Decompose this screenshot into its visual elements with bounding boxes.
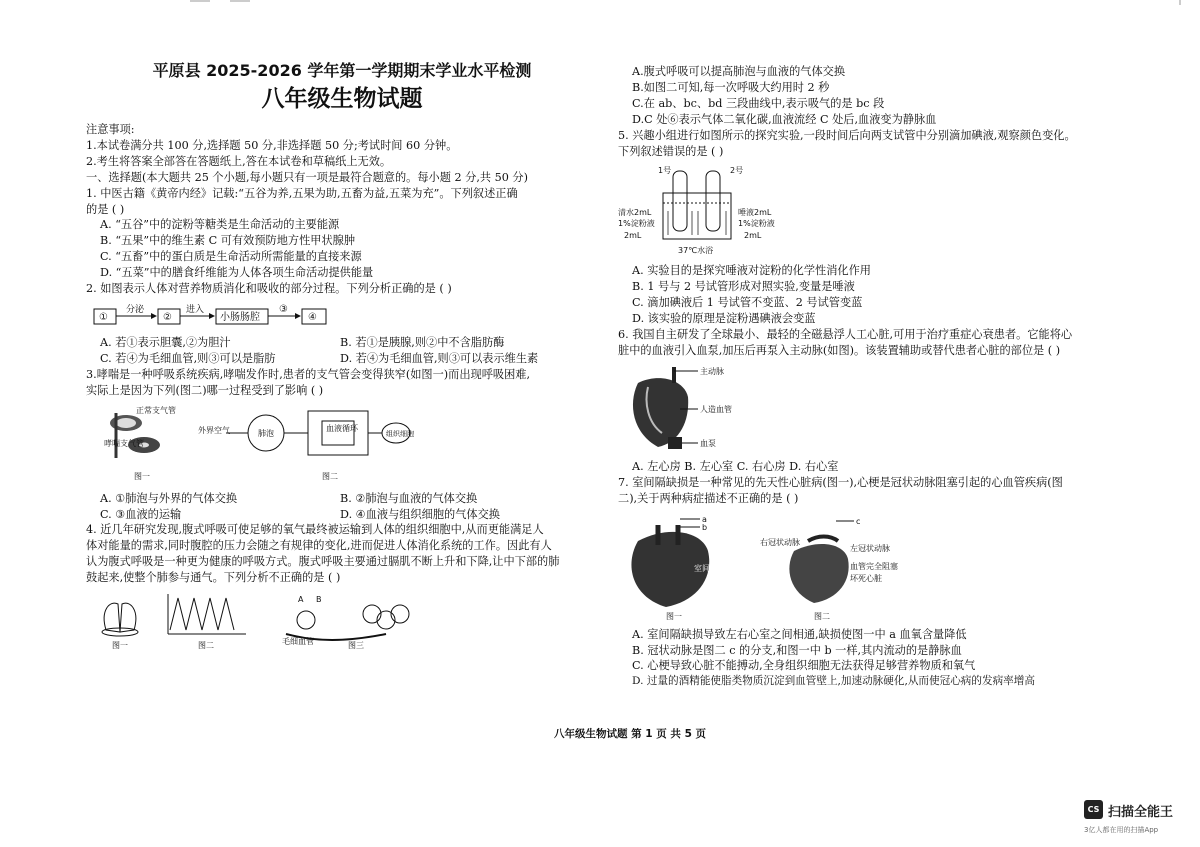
- note-2: 2.考生将答案全部答在答题纸上,答在本试卷和草稿纸上无效。: [86, 154, 392, 168]
- q2-label-3: ③: [279, 303, 288, 315]
- q6-label-graft: 人造血管: [700, 404, 732, 414]
- q5-option-c: C. 滴加碘液后 1 号试管不变蓝、2 号试管变蓝: [632, 296, 863, 310]
- q5-label-left2: 1%淀粉液: [618, 219, 655, 229]
- q3-options-row1: [86, 491, 598, 507]
- q2-options-row2: [86, 351, 598, 367]
- q7-option-c: C. 心梗导致心脏不能搏动,全身组织细胞无法获得足够营养物质和氧气: [632, 659, 976, 673]
- q4-fig2-caption: 图二: [198, 641, 214, 651]
- q6-heart-image: [633, 367, 688, 449]
- q5-label-bath: 37℃水浴: [678, 246, 714, 256]
- q2-label-enter: 进入: [186, 304, 205, 315]
- q5-label-left1: 清水2mL: [618, 208, 652, 218]
- q3-option-a: A. ①肺泡与外界的气体交换: [100, 491, 238, 505]
- q3-label-air: 外界空气: [198, 425, 230, 435]
- q2-option-d: D. 若④为毛细血管,则③可以表示维生素: [340, 351, 539, 365]
- q4-stem-line2: 体对能量的需求,同时腹腔的压力会随之有规律的变化,进而促进人体消化系统的工作。因此有人: [86, 539, 552, 553]
- note-1: 1.本试卷满分共 100 分,选择题 50 分,非选择题 50 分;考试时间 60 分钟。: [86, 138, 458, 152]
- q5-option-b: B. 1 号与 2 号试管形成对照实验,变量是唾液: [632, 280, 855, 294]
- q1-stem-line1: 1. 中医古籍《黄帝内经》记载:“五谷为养,五果为助,五畜为益,五菜为充”。下列叙述正确: [86, 186, 518, 200]
- q1-option-b: B. “五果”中的维生素 C 可有效预防地方性甲状腺肿: [100, 234, 356, 248]
- q3-label-alveoli: 肺泡: [258, 428, 274, 438]
- q3-fig2-caption: 图二: [322, 471, 338, 481]
- q2-node-2: ②: [163, 311, 172, 323]
- q6-label-aorta: 主动脉: [700, 366, 724, 376]
- q6-stem-line2: 脏中的血液引入血泵,加压后再泵入主动脉(如图)。该装置辅助或替代患者心脏的部位是 ( ): [618, 343, 1061, 357]
- q4-option-b: B.如图二可知,每一次呼吸大约用时 2 秒: [632, 80, 830, 94]
- q3-option-c: C. ③血液的运输: [100, 507, 182, 521]
- q4-fig2-curve: [168, 594, 246, 634]
- right-column: [618, 64, 1118, 690]
- q7-label-vsd: 室间隔缺损: [694, 563, 734, 573]
- q2-option-c: C. 若④为毛细血管,则③可以是脂肪: [100, 351, 276, 365]
- q7-label-necrosis: 坏死心脏: [850, 573, 882, 583]
- q4-label-a: A: [298, 595, 304, 605]
- exam-title: 平原县 2025-2026 学年第一学期期末学业水平检测: [152, 61, 532, 80]
- q4-option-a: A.腹式呼吸可以提高肺泡与血液的气体交换: [632, 65, 846, 78]
- q3-option-d: D. ④血液与组织细胞的气体交换: [340, 507, 500, 521]
- q5-label-left3: 2mL: [624, 231, 642, 241]
- q3-label-blood: 血液循环: [326, 423, 358, 433]
- q4-option-d: D.C 处⑥表示气体二氧化碳,血液流经 C 处后,血液变为静脉血: [632, 112, 937, 126]
- q2-stem: 2. 如图表示人体对营养物质消化和吸收的部分过程。下列分析正确的是 ( ): [86, 282, 452, 296]
- q6-stem-line1: 6. 我国自主研发了全球最小、最轻的全磁悬浮人工心脏,可用于治疗重症心衰患者。它能将心: [618, 328, 1073, 342]
- q7-figures: [618, 511, 1118, 623]
- q4-fig3-caption: 图三: [348, 641, 364, 651]
- q3-fig1-caption: 图一: [134, 471, 150, 481]
- q3-label-normal: 正常支气管: [136, 405, 176, 415]
- q5-stem-line2: 下列叙述错误的是 ( ): [618, 144, 724, 158]
- q2-node-4: ④: [308, 311, 317, 323]
- q7-label-b: b: [702, 522, 708, 532]
- q2-options-row1: [86, 335, 598, 351]
- q5-label-tube2: 2号: [730, 166, 744, 176]
- exam-subtitle: 八年级生物试题: [261, 86, 423, 112]
- notes-heading: 注意事项:: [86, 123, 135, 136]
- q2-option-a: A. 若①表示胆囊,②为胆汁: [100, 335, 231, 349]
- q7-option-d: D. 过量的酒精能使脂类物质沉淀到血管壁上,加速动脉硬化,从而使冠心病的发病率增高: [632, 675, 1035, 688]
- q2-node-1: ①: [99, 311, 108, 323]
- q5-label-right2: 1%淀粉液: [738, 219, 775, 229]
- q6-options: A. 左心房 B. 左心室 C. 右心房 D. 右心室: [632, 459, 839, 473]
- q4-label-b: B: [316, 595, 322, 605]
- q3-label-tissue: 组织细胞: [386, 429, 414, 438]
- q4-stem-line4: 鼓起来,使整个肺参与通气。下列分析不正确的是 ( ): [86, 571, 341, 585]
- q7-option-b: B. 冠状动脉是图二 c 的分支,和图一中 b 一样,其内流动的是静脉血: [632, 643, 962, 657]
- q4-label-capillary: 毛细血管: [282, 637, 314, 647]
- q6-label-pump: 血泵: [700, 438, 716, 448]
- q5-figure: [618, 163, 1118, 259]
- q3-option-b: B. ②肺泡与血液的气体交换: [340, 491, 478, 505]
- q4-fig1-lungs: [102, 603, 138, 636]
- q7-label-block: 血管完全阻塞: [850, 561, 898, 571]
- q3-figures: [86, 403, 598, 487]
- q1-option-a: A. “五谷”中的淀粉等糖类是生命活动的主要能源: [100, 218, 340, 232]
- q1-stem-line2: 的是 ( ): [86, 202, 125, 216]
- q4-fig1-caption: 图一: [112, 641, 128, 651]
- q4-fig3-alveoli: [286, 605, 409, 640]
- scan-top-marks: [0, 0, 1200, 6]
- q7-option-a: A. 室间隔缺损导致左右心室之间相通,缺损使图一中 a 血氧含量降低: [632, 627, 967, 641]
- q7-fig2-caption: 图二: [814, 611, 830, 621]
- q4-option-c: C.在 ab、bc、bd 三段曲线中,表示吸气的是 bc 段: [632, 96, 885, 110]
- q5-stem-line1: 5. 兴趣小组进行如图所示的探究实验,一段时间后向两支试管中分别滴加碘液,观察颜色变化。: [618, 128, 1076, 142]
- q5-option-d: D. 该实验的原理是淀粉遇碘液会变蓝: [632, 312, 816, 326]
- q2-option-b: B. 若①是胰腺,则②中不含脂肪酶: [340, 335, 505, 349]
- q7-label-rca: 右冠状动脉: [760, 537, 800, 547]
- page-footer: 八年级生物试题 第 1 页 共 5 页: [554, 728, 707, 740]
- q4-figures: [86, 590, 598, 652]
- scanner-tagline: 3亿人都在用的扫描App: [1084, 826, 1159, 834]
- q7-label-lca: 左冠状动脉: [850, 543, 890, 553]
- q2-label-secrete: 分泌: [126, 304, 145, 315]
- q2-node-intestine: 小肠肠腔: [220, 311, 260, 323]
- q2-diagram: [86, 301, 598, 331]
- q6-figure: [618, 363, 1118, 455]
- q1-option-c: C. “五畜”中的蛋白质是生命活动所需能量的直接来源: [100, 250, 362, 264]
- q4-stem-line1: 4. 近几年研究发现,腹式呼吸可使足够的氧气最终被运输到人体的组织细胞中,从而更能满足人: [86, 523, 544, 537]
- left-column: [86, 58, 598, 656]
- q3-stem-line1: 3.哮喘是一种呼吸系统疾病,哮喘发作时,患者的支气管会变得狭窄(如图一)而出现呼吸困难,: [86, 367, 531, 381]
- q3-options-row2: [86, 507, 598, 523]
- q5-label-tube1: 1号: [658, 166, 672, 176]
- q1-option-d: D. “五菜”中的膳食纤维能为人体各项生命活动提供能量: [100, 266, 374, 280]
- q7-stem-line2: 二),关于两种病症描述不正确的是 ( ): [618, 491, 799, 505]
- q7-fig1-caption: 图一: [666, 611, 682, 621]
- q5-option-a: A. 实验目的是探究唾液对淀粉的化学性消化作用: [632, 264, 871, 278]
- q3-label-asthma: 哮喘支气管: [104, 438, 144, 448]
- scanner-app-name: 扫描全能王: [1108, 805, 1174, 820]
- scanner-watermark: [1084, 800, 1184, 840]
- q7-stem-line1: 7. 室间隔缺损是一种常见的先天性心脏病(图一),心梗是冠状动脉阻塞引起的心血管疾病(图: [618, 475, 1063, 489]
- scanner-logo-icon: CS: [1084, 800, 1103, 819]
- q3-fig1-bronchi: [110, 413, 160, 458]
- q7-label-a: a: [702, 514, 707, 524]
- q4-stem-line3: 认为腹式呼吸是一种更为健康的呼吸方式。腹式呼吸主要通过膈肌不断上升和下降,让中下部的肺: [86, 555, 560, 569]
- section-heading: 一、选择题(本大题共 25 个小题,每小题只有一项是最符合题意的。每小题 2 分,共 50 分): [86, 170, 528, 184]
- q5-label-right1: 唾液2mL: [738, 208, 772, 218]
- q3-stem-line2: 实际上是因为下列(图二)哪一过程受到了影响 ( ): [86, 383, 324, 397]
- q5-label-right3: 2mL: [744, 231, 762, 241]
- q7-label-c: c: [856, 516, 861, 526]
